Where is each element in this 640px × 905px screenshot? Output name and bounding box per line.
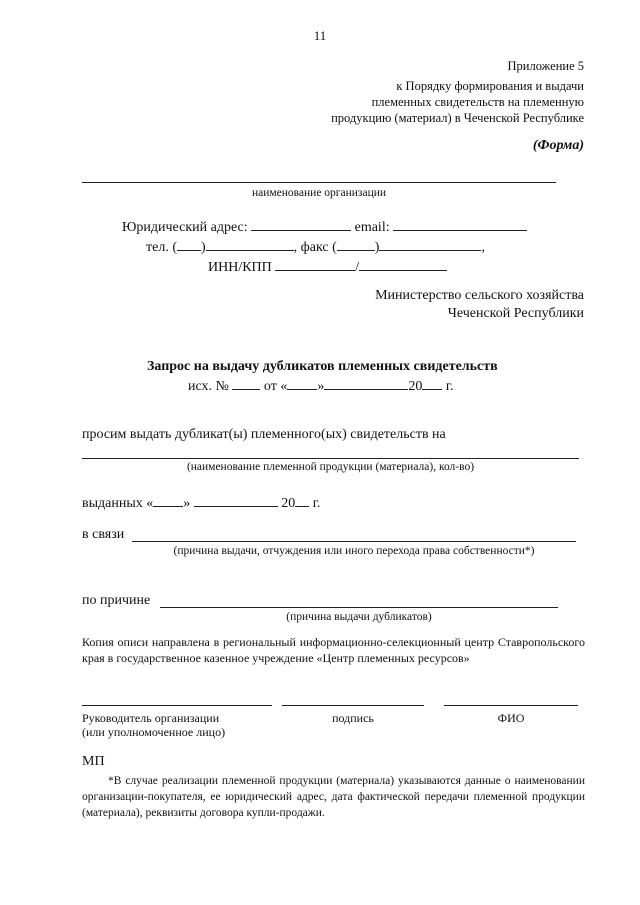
from-close: » [317, 379, 325, 394]
annex-line-1: к Порядку формирования и выдачи [396, 79, 584, 93]
request-title: Запрос на выдачу дубликатов племенных свидетельств [147, 359, 498, 374]
product-line[interactable] [82, 458, 579, 459]
issued-day-field[interactable] [153, 494, 183, 507]
ask-text: просим выдать дубликат(ы) племенного(ых) свидетельств на [82, 427, 446, 442]
copy-note: Копия описи направлена в региональный информационно-селекционный центр Ставропольского края в государственное казенное учреждение «Центр племенных ресурсов» [82, 635, 585, 665]
request-month-field[interactable] [324, 377, 408, 390]
reason-caption: (причина выдачи дубликатов) [286, 611, 432, 623]
recipient-line-2: Чеченской Республики [447, 306, 584, 321]
organization-caption: наименование организации [251, 187, 387, 199]
head-signature-line[interactable] [82, 705, 272, 706]
inn-kpp-row [208, 258, 447, 276]
legal-address-field[interactable] [251, 218, 351, 231]
legal-address-label: Юридический адрес: [122, 220, 248, 235]
reason-label: по причине [82, 593, 151, 608]
phone-code-field[interactable] [177, 238, 201, 251]
signature-label: подпись [332, 711, 374, 725]
product-caption: (наименование племенной продукции (материала), кол-во) [186, 461, 475, 473]
inn-field[interactable] [275, 258, 355, 271]
inn-kpp-label: ИНН/КПП [208, 260, 272, 275]
signature-line[interactable] [282, 705, 424, 706]
trailing-comma: , [481, 240, 485, 255]
email-field[interactable] [393, 218, 527, 231]
fio-line[interactable] [444, 705, 578, 706]
issued-month-field[interactable] [194, 494, 278, 507]
issued-year-field[interactable] [295, 494, 309, 507]
due-caption: (причина выдачи, отчуждения или иного перехода права собственности*) [173, 545, 535, 557]
ref-label: исх. № [188, 379, 229, 394]
fax-code-field[interactable] [337, 238, 375, 251]
fax-code-close: ) [374, 240, 380, 255]
form-mark: (Форма) [532, 138, 584, 153]
due-label: в связи [82, 527, 125, 542]
ref-number-field[interactable] [232, 377, 260, 390]
issued-year-prefix: 20 [281, 496, 296, 511]
footnote: *В случае реализации племенной продукции (материала) указываются данные о наименовании организации-покупателя, ее юридический адрес, дата фактической передачи племенной продукции (материала), реквизиты договора купли-продажи. [82, 775, 585, 819]
issued-row [82, 494, 320, 512]
stamp-label: МП [82, 754, 105, 769]
request-year-field[interactable] [422, 377, 442, 390]
issued-year-suffix: г. [312, 496, 321, 511]
page-number: 11 [313, 28, 327, 43]
reason-line[interactable] [160, 607, 558, 608]
fax-label: , факс ( [293, 240, 337, 255]
annex-title: Приложение 5 [507, 59, 584, 73]
phone-code-close: ) [200, 240, 206, 255]
fax-number-field[interactable] [379, 238, 481, 251]
head-label: Руководитель организации [82, 711, 220, 725]
head-sub-label: (или уполномоченное лицо) [82, 725, 226, 739]
request-ref-row [188, 377, 454, 395]
due-line[interactable] [132, 541, 576, 542]
issued-label: выданных « [82, 496, 154, 511]
request-year-suffix: г. [445, 379, 454, 394]
legal-address-row [122, 218, 527, 236]
kpp-field[interactable] [359, 258, 447, 271]
email-label: email: [354, 220, 390, 235]
from-label: от « [263, 379, 288, 394]
fio-label: ФИО [497, 711, 525, 725]
organization-name-line[interactable] [82, 182, 556, 183]
inn-kpp-slash: / [355, 260, 360, 275]
request-day-field[interactable] [287, 377, 317, 390]
recipient-line-1: Министерство сельского хозяйства [375, 288, 584, 303]
phone-label: тел. ( [146, 240, 177, 255]
annex-line-3: продукцию (материал) в Чеченской Республике [331, 111, 584, 125]
phone-number-field[interactable] [206, 238, 294, 251]
phone-fax-row [146, 238, 485, 256]
request-year-prefix: 20 [408, 379, 423, 394]
annex-line-2: племенных свидетельств на племенную [371, 95, 584, 109]
issued-close: » [183, 496, 191, 511]
